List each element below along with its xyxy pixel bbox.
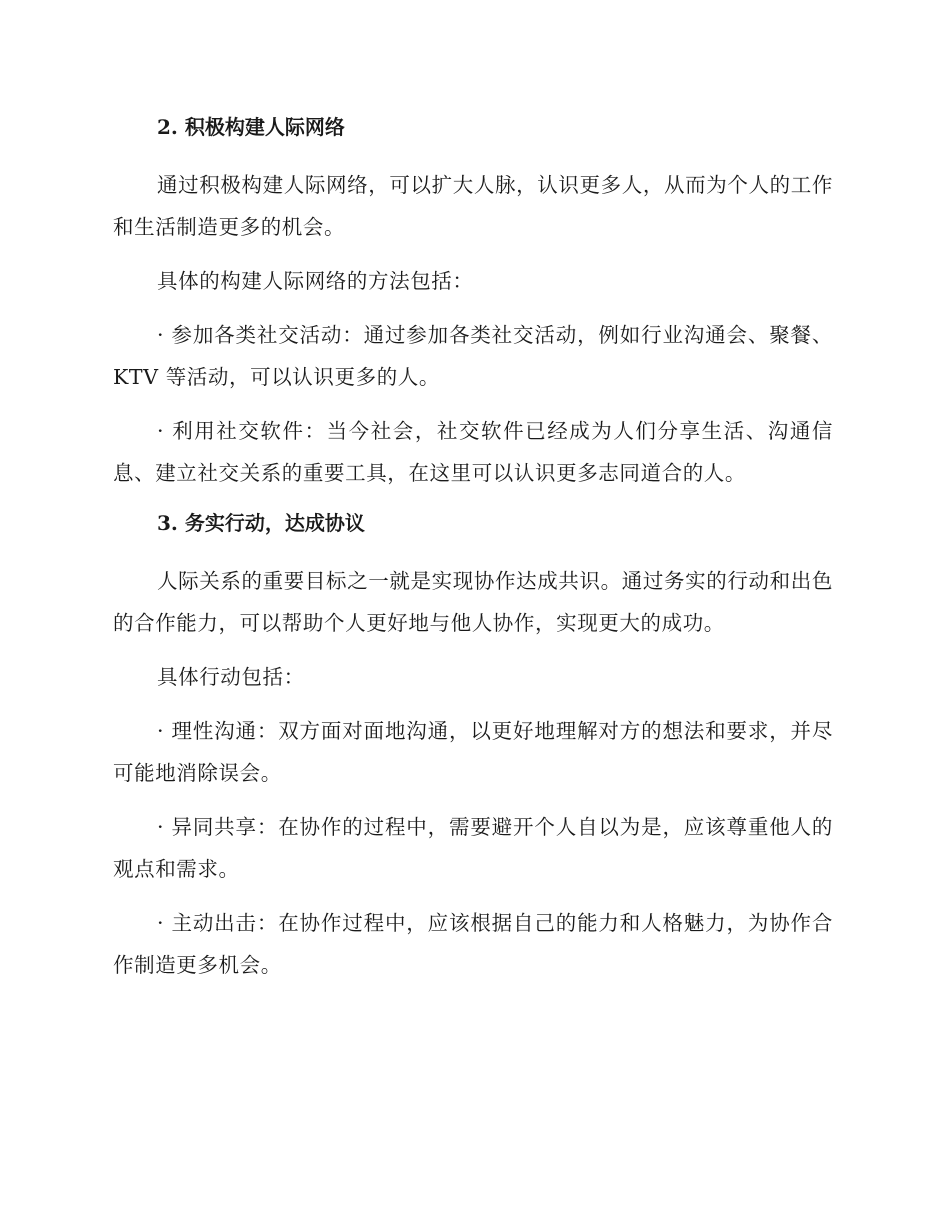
section-heading-network: 2. 积极构建人际网络	[157, 115, 345, 139]
bullet-rational-communication: · 理性沟通：双方面对面地沟通，以更好地理解对方的想法和要求，并尽可能地消除误会。	[113, 719, 833, 785]
section-heading-action: 3. 务实行动，达成协议	[157, 511, 365, 535]
bullet-social-software: · 利用社交软件：当今社会，社交软件已经成为人们分享生活、沟通信息、建立社交关系的重要工具，在这里可以认识更多志同道合的人。	[113, 419, 833, 485]
bullet-shared-differences: · 异同共享：在协作的过程中，需要避开个人自以为是，应该尊重他人的观点和需求。	[113, 815, 833, 881]
bullet-take-initiative: · 主动出击：在协作过程中，应该根据自己的能力和人格魅力，为协作合作制造更多机会。	[113, 911, 833, 977]
bullet-social-activities: · 参加各类社交活动：通过参加各类社交活动，例如行业沟通会、聚餐、KTV 等活动，可以认识更多的人。	[113, 323, 833, 389]
section-lead-network: 具体的构建人际网络的方法包括：	[157, 269, 474, 293]
section-intro-action: 人际关系的重要目标之一就是实现协作达成共识。通过务实的行动和出色的合作能力，可以帮助个人更好地与他人协作，实现更大的成功。	[113, 569, 833, 635]
section-lead-action: 具体行动包括：	[157, 665, 305, 689]
document-body	[113, 110, 833, 998]
section-intro-network: 通过积极构建人际网络，可以扩大人脉，认识更多人，从而为个人的工作和生活制造更多的机会。	[113, 173, 833, 239]
